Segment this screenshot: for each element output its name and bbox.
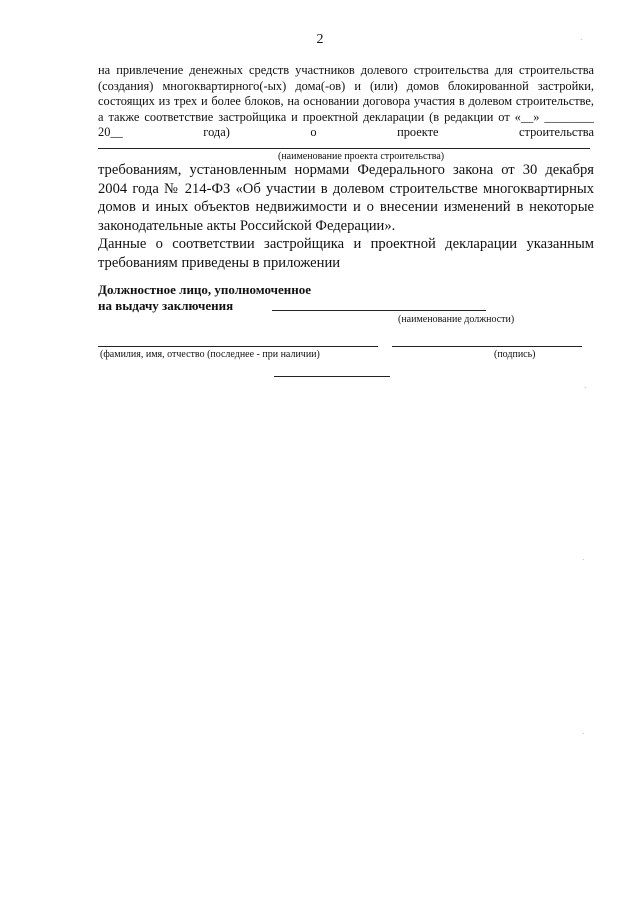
intro-line: на привлечение денежных средств участников долевого строительства для строительства bbox=[98, 63, 594, 77]
scan-speck: · bbox=[580, 36, 583, 44]
scan-speck: · bbox=[584, 384, 587, 392]
position-caption: (наименование должности) bbox=[398, 314, 515, 325]
project-name-line bbox=[98, 148, 590, 149]
word-year: года) bbox=[203, 125, 230, 139]
page-number: 2 bbox=[316, 32, 324, 47]
signature-line bbox=[392, 346, 582, 347]
position-line bbox=[272, 310, 486, 311]
full-name-line bbox=[98, 346, 378, 347]
requirements-paragraph bbox=[98, 161, 594, 272]
intro-paragraph bbox=[98, 63, 594, 141]
year-blank: 20__ bbox=[98, 125, 123, 139]
word-o: о bbox=[310, 125, 317, 139]
scan-speck: · bbox=[582, 556, 585, 564]
intro-line: (создания) многоквартирного(-ых) дома(-ов) и (или) домов блокированной застройки, bbox=[98, 78, 594, 93]
signatory-title-line: Должностное лицо, уполномоченное bbox=[98, 282, 311, 297]
requirements-line: требованиям, установленным нормами Федерального закона от 30 декабря bbox=[98, 162, 594, 178]
intro-line: а также соответствие застройщика и проектной декларации (в редакции от «__» ________ bbox=[98, 109, 594, 124]
word-construction: строительства bbox=[519, 125, 594, 139]
signature-caption: (подпись) bbox=[494, 349, 536, 360]
end-rule bbox=[274, 376, 390, 377]
scan-speck: · bbox=[582, 730, 585, 738]
intro-line: состоящих из трех и более блоков, на основании договора участия в долевом строительстве, bbox=[98, 94, 594, 108]
intro-last-line bbox=[98, 125, 594, 141]
signatory-title-line: на выдачу заключения bbox=[98, 298, 234, 313]
appendix-line: Данные о соответствии застройщика и проектной декларации указанным bbox=[98, 236, 594, 252]
requirements-line: домов и иных объектов недвижимости и о внесении изменений в некоторые bbox=[98, 199, 594, 215]
requirements-line: законодательные акты Российской Федерации». bbox=[98, 217, 396, 234]
project-name-caption: (наименование проекта строительства) bbox=[278, 151, 445, 162]
requirements-line: 2004 года № 214-ФЗ «Об участии в долевом строительстве многоквартирных bbox=[98, 180, 594, 197]
appendix-line: требованиям приведены в приложении bbox=[98, 254, 341, 271]
word-project: проекте bbox=[397, 125, 439, 139]
full-name-caption: (фамилия, имя, отчество (последнее - при наличии) bbox=[100, 349, 320, 360]
